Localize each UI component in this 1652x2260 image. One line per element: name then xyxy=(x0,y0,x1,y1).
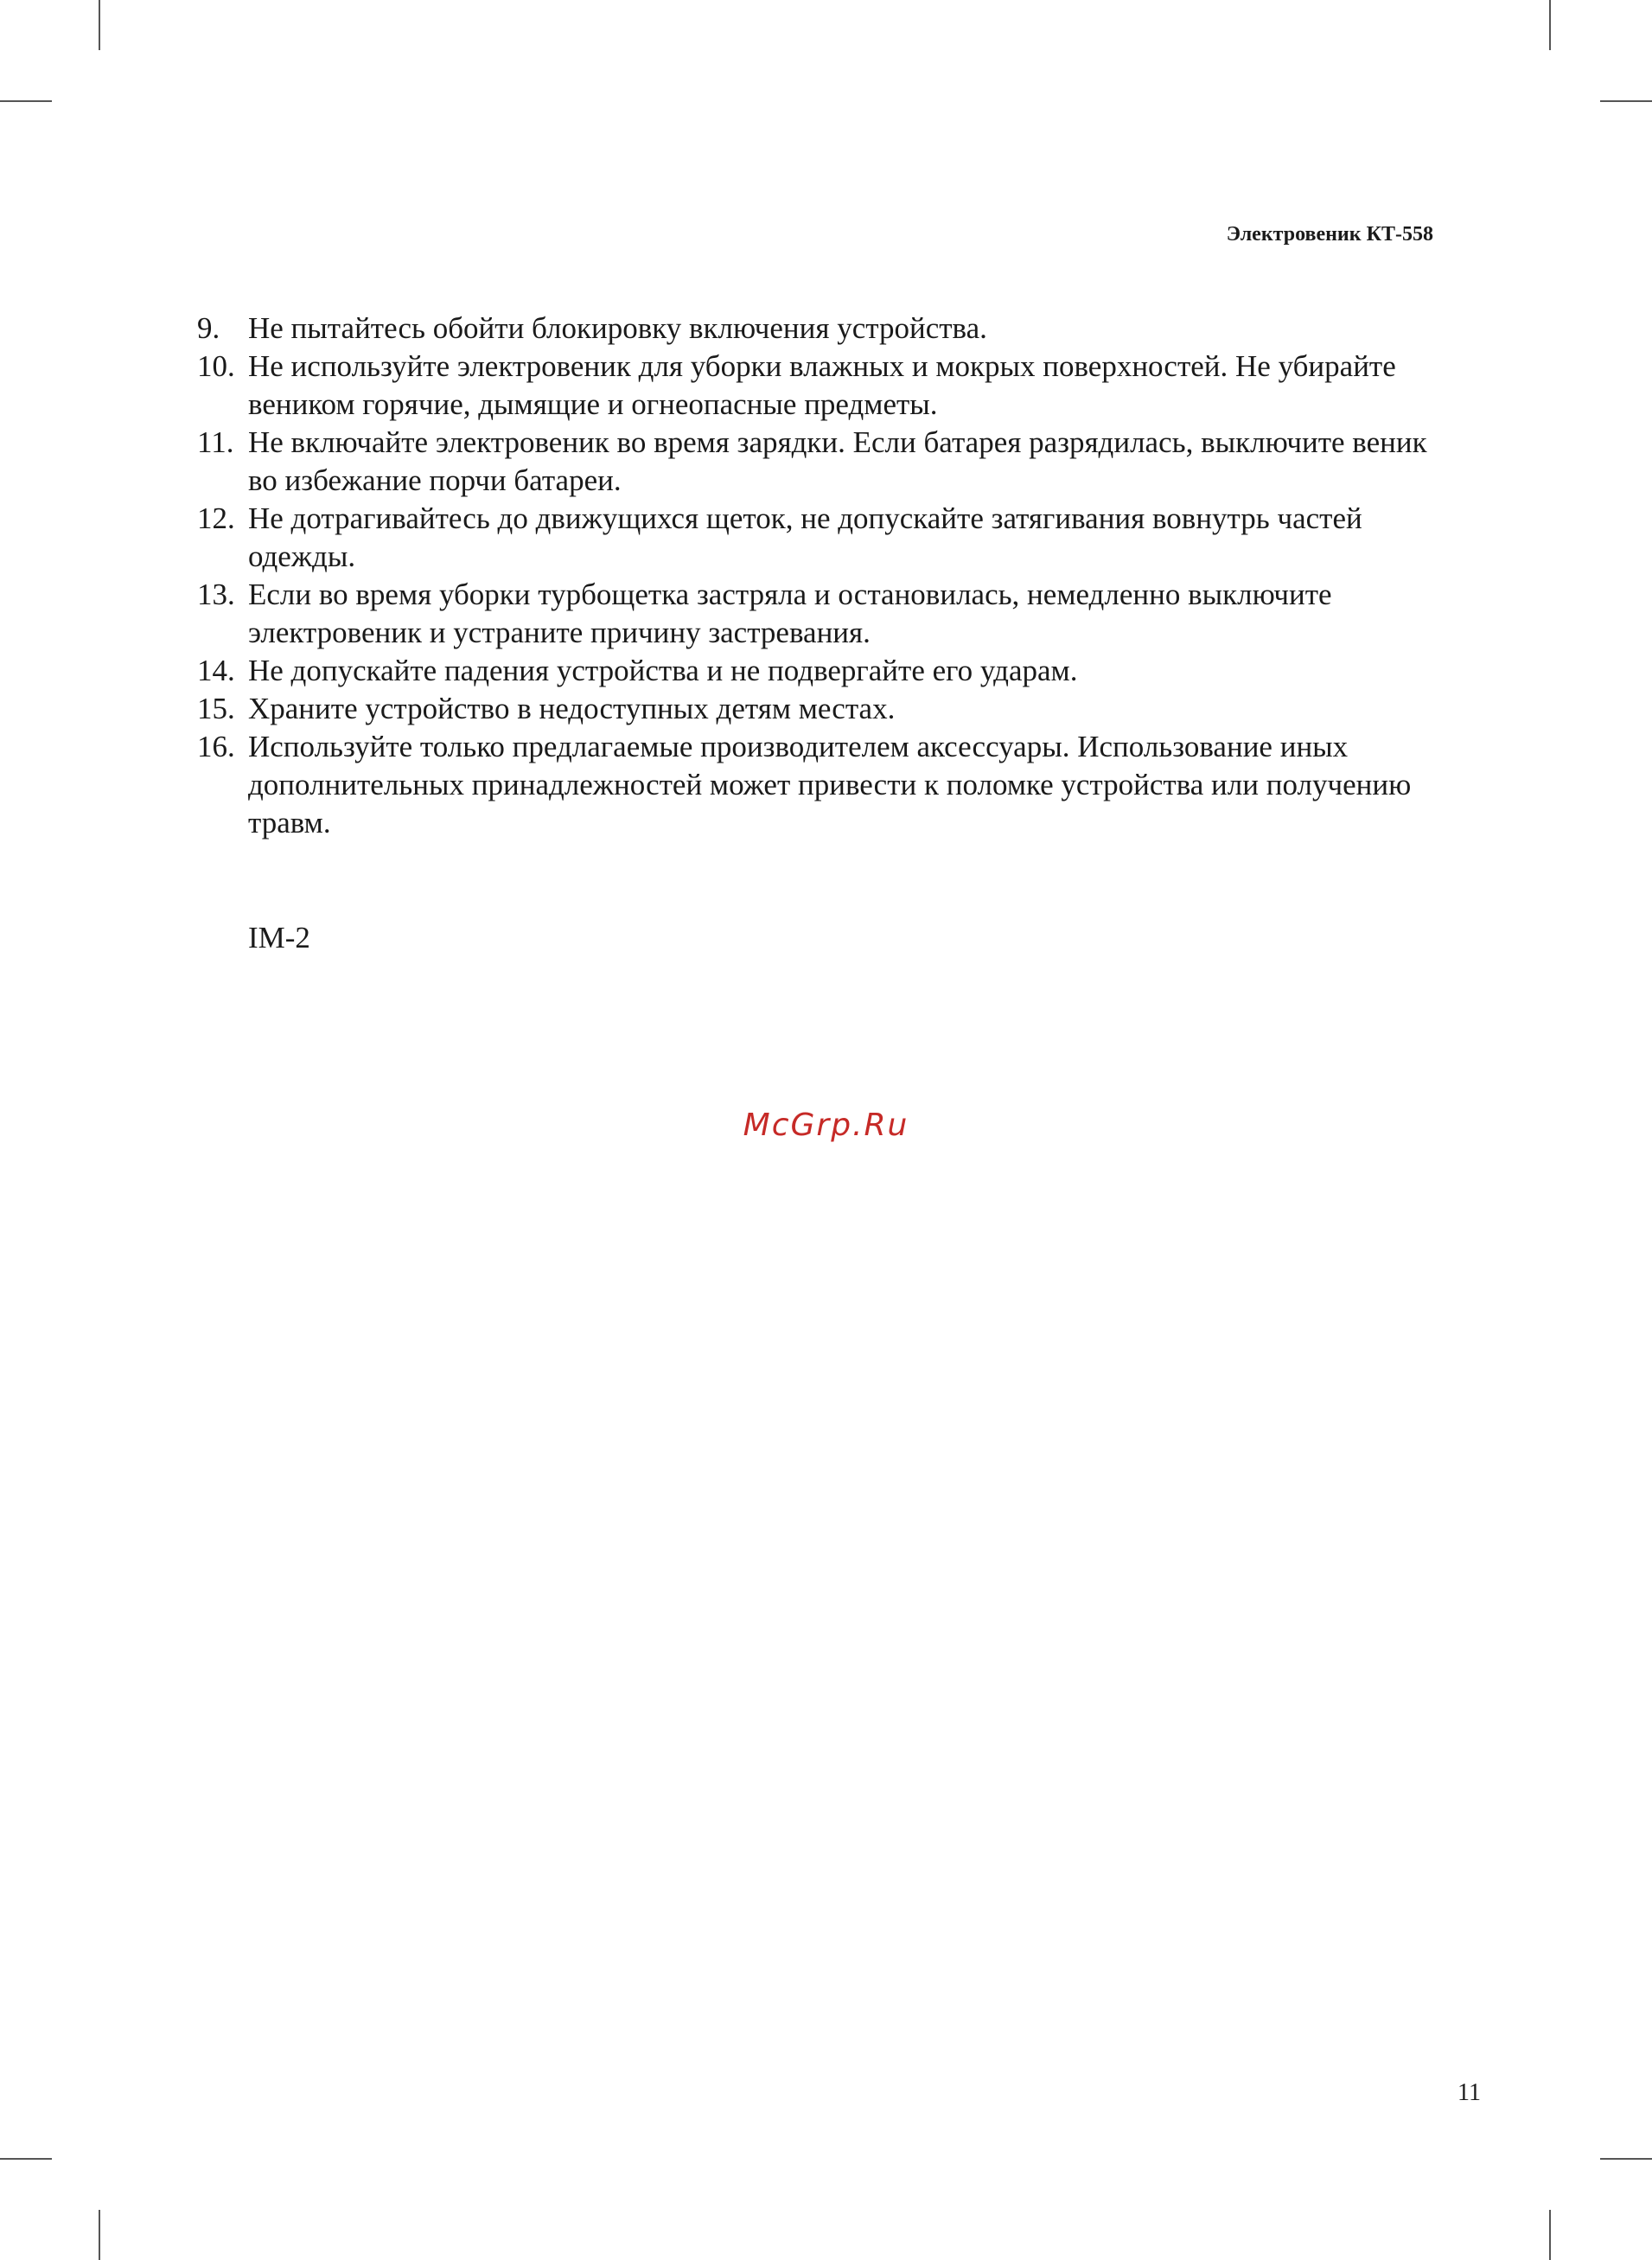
list-item-text: Не используйте электровеник для уборки влажных и мокрых поверхностей. Не убирайте веником горячие, дымящие и огнеопасные предметы. xyxy=(248,349,1396,421)
list-item-number: 9. xyxy=(197,311,220,345)
list-item-number: 16. xyxy=(197,730,235,763)
list-item xyxy=(197,690,1451,728)
crop-mark xyxy=(0,2158,52,2160)
list-item xyxy=(197,424,1451,500)
crop-mark xyxy=(1549,2210,1551,2260)
running-header: Электровеник КТ-558 xyxy=(1226,223,1433,246)
model-code: IM-2 xyxy=(248,921,310,954)
list-item-text: Используйте только предлагаемые производителем аксессуары. Использование иных дополнительных принадлежностей может привести к поломке устройства или получению травм. xyxy=(248,730,1412,840)
list-item-text: Храните устройство в недоступных детям местах. xyxy=(248,692,896,725)
crop-mark xyxy=(1549,0,1551,50)
list-item xyxy=(197,310,1451,348)
list-item-number: 15. xyxy=(197,692,235,725)
crop-mark xyxy=(0,100,52,102)
list-item-text: Не пытайтесь обойти блокировку включения устройства. xyxy=(248,311,987,345)
list-item xyxy=(197,576,1451,652)
list-item-text: Не допускайте падения устройства и не подвергайте его ударам. xyxy=(248,654,1078,687)
list-item xyxy=(197,652,1451,690)
list-item-text: Если во время уборки турбощетка застряла и остановилась, немедленно выключите электровеник и устраните причину застревания. xyxy=(248,578,1332,649)
list-item-number: 12. xyxy=(197,501,235,535)
list-item-number: 11. xyxy=(197,425,234,459)
safety-instructions-list xyxy=(197,310,1451,842)
crop-mark xyxy=(99,2210,100,2260)
list-item-number: 10. xyxy=(197,349,235,383)
watermark: McGrp.Ru xyxy=(743,1108,909,1143)
list-item xyxy=(197,348,1451,424)
list-item-number: 13. xyxy=(197,578,235,611)
list-item xyxy=(197,728,1451,842)
list-item-text: Не включайте электровеник во время зарядки. Если батарея разрядилась, выключите веник во избежание порчи батареи. xyxy=(248,425,1427,497)
list-item-number: 14. xyxy=(197,654,235,687)
page-number: 11 xyxy=(1457,2079,1481,2106)
crop-mark xyxy=(1600,100,1652,102)
crop-mark xyxy=(1600,2158,1652,2160)
crop-mark xyxy=(99,0,100,50)
list-item xyxy=(197,500,1451,576)
list-item-text: Не дотрагивайтесь до движущихся щеток, не допускайте затягивания вовнутрь частей одежды. xyxy=(248,501,1362,573)
